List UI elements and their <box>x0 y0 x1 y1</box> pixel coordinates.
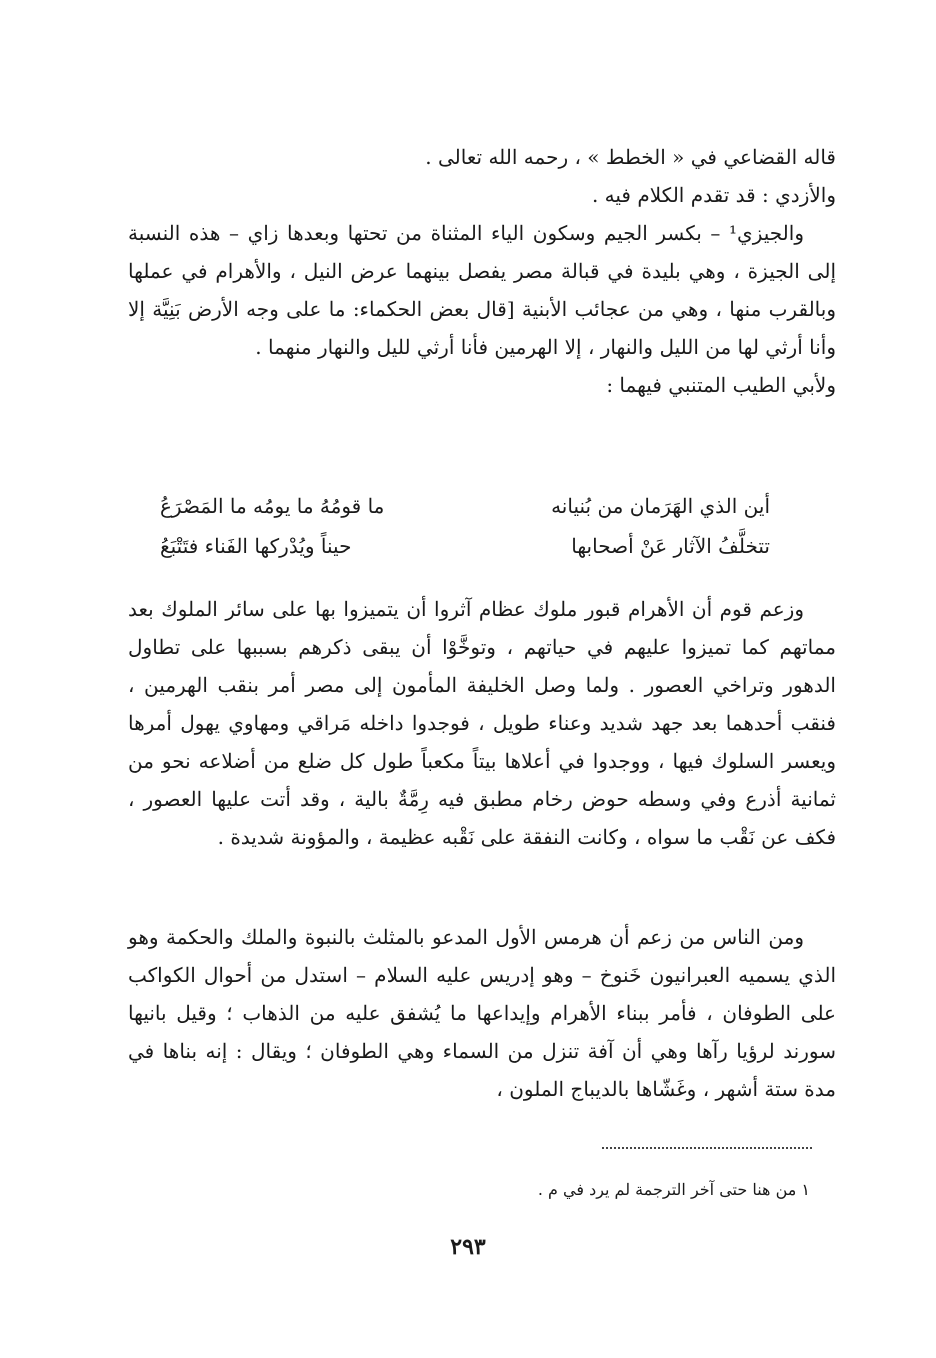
paragraph-hermes: ومن الناس من زعم أن هرمس الأول المدعو بالمثلث بالنبوة والملك والحكمة وهو الذي يسميه العبرانيون خَنوخ – وهو إدريس عليه السلام – استدل من أحوال الكواكب على الطوفان ، فأمر ببناء الأهرام وإيداعها ما يُشفق عليه من الذهاب ؛ وقيل بانيها سورند لرؤيا رآها وهي أن آفة تنزل من السماء وهي الطوفان ؛ ويقال : إنه بناها في مدة ستة أشهر ، وغَشّاها بالديباج الملون ، <box>128 925 836 1101</box>
paragraph-qudai: قاله القضاعي في « الخطط » ، رحمه الله تعالى . <box>425 145 836 169</box>
verse-1-first-hemistich: أين الذي الهَرَمان من بُنيانه <box>551 494 770 518</box>
footnote: ١ من هنا حتى آخر الترجمة لم يرد في م . <box>537 1180 810 1199</box>
verse-2-second-hemistich: حيناً ويُدْركها الفَناء فتَتْبَعُ <box>160 534 352 558</box>
paragraph-pyramids-tombs: وزعم قوم أن الأهرام قبور ملوك عظام آثروا أن يتميزوا بها على سائر الملوك بعد مماتهم كما تميزوا عليهم في حياتهم ، وتوخَّوْا أن يبقى ذكرهم بسببها على تطاول الدهور وتراخي العصور . ولما وصل الخليفة المأمون إلى مصر أمر بنقب الهرمين ، فنقب أحدهما بعد جهد شديد وعناء طويل ، فوجدوا داخله مَراقي ومهاوي يهول أمرها ويعسر السلوك فيها ، ووجدوا في أعلاها بيتاً مكعباً طول كل ضلع من أضلاعه نحو من ثمانية أذرع وفي وسطه حوض رخام مطبق فيه رِمَّةٌ بالية ، وقد أتت عليها العصور ، فكف عن نَقْب ما سواه ، وكانت النفقة على نَقْبه عظيمة ، والمؤونة شديدة . <box>128 597 836 849</box>
poem-verse-2 <box>160 526 800 566</box>
verse-2-first-hemistich: تتخلَّفُ الآثار عَنْ أصحابها <box>571 534 770 558</box>
page-number: ٢٩٣ <box>450 1234 486 1260</box>
paragraph-mutanabbi-intro: ولأبي الطيب المتنبي فيهما : <box>606 373 836 397</box>
poem <box>160 486 800 566</box>
paragraph-azdi: والأزدي : قد تقدم الكلام فيه . <box>591 183 836 207</box>
paragraph-jizi: والجيزي¹ – بكسر الجيم وسكون الياء المثناة من تحتها وبعدها زاي – هذه النسبة إلى الجيزة ، وهي بليدة في قبالة مصر يفصل بينهما عرض النيل ، والأهرام في عملها وبالقرب منها ، وهي من عجائب الأبنية [قال بعض الحكماء: ما على وجه الأرض بَنِيَّة إلا وأنا أرثي لها من الليل والنهار ، إلا الهرمين فأنا أرثي لليل والنهار منهما . <box>128 221 836 359</box>
top-text-block <box>128 138 836 404</box>
poem-verse-1 <box>160 486 800 526</box>
middle-text-block <box>128 590 836 856</box>
footnote-divider <box>602 1147 812 1149</box>
verse-1-second-hemistich: ما قومُهُ ما يومُه ما المَصْرَعُ <box>160 494 385 518</box>
bottom-text-block <box>128 918 836 1108</box>
